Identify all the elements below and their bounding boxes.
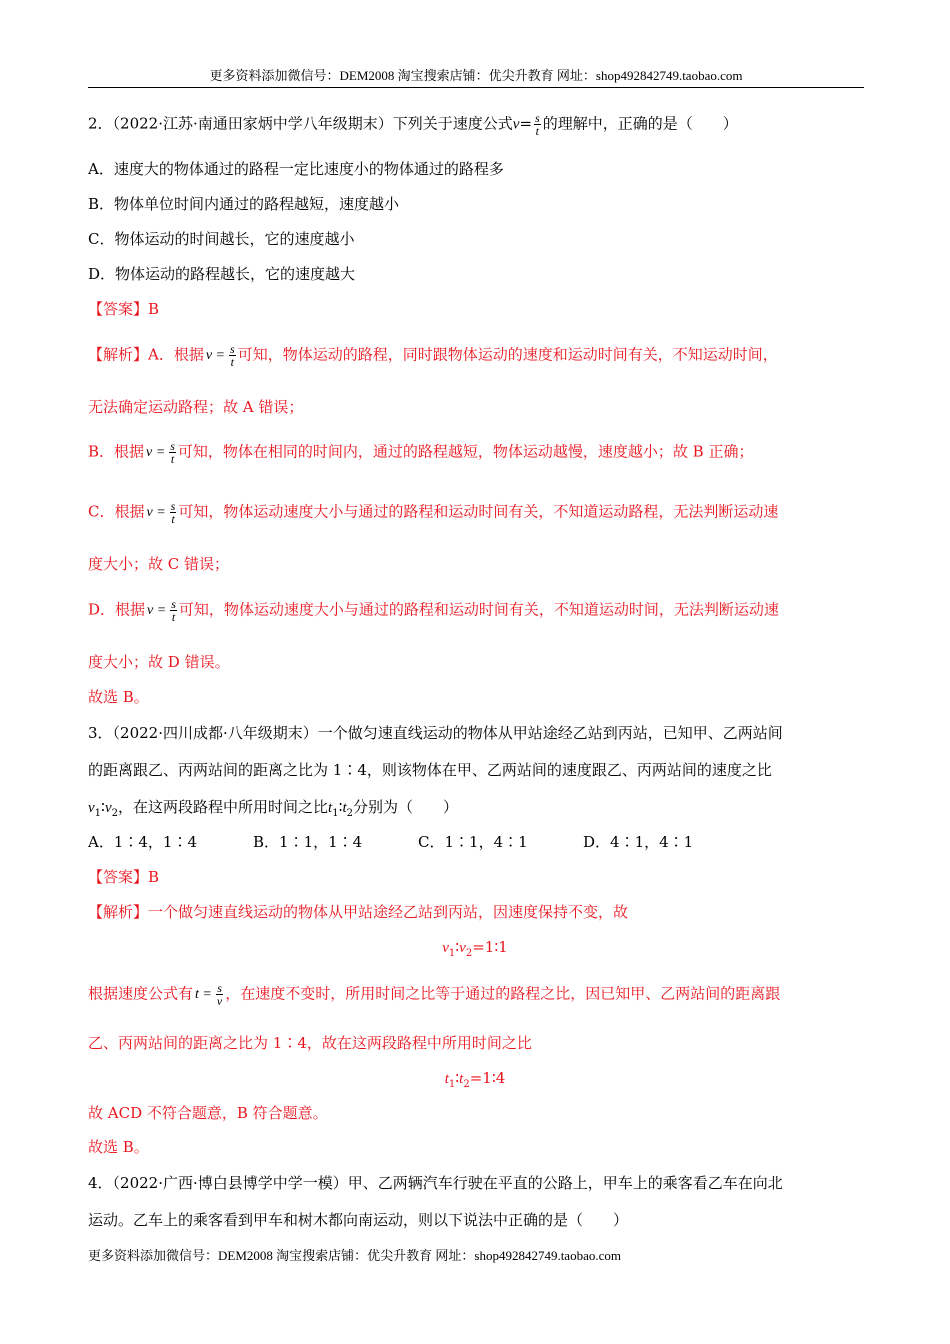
formula-fraction [170, 500, 177, 525]
fraction-denominator: v [216, 994, 223, 1008]
q3-conclusion: 故选 B。 [88, 1138, 149, 1156]
q3-stem-line1: 3．（2022·四川成都·八年级期末）一个做匀速直线运动的物体从甲站途经乙站到丙站，已知甲、乙两站间 [88, 724, 783, 742]
q4-stem-line2: 运动。乙车上的乘客看到甲车和树木都向南运动，则以下说法中正确的是（ ） [88, 1211, 629, 1229]
q2-conclusion: 故选 B。 [88, 688, 149, 706]
page-header: 更多资料添加微信号：DEM2008 淘宝搜索店铺：优尖升教育 网址：shop492842749.taobao.com [88, 66, 864, 88]
q3-explanation-1: 【解析】一个做匀速直线运动的物体从甲站途经乙站到丙站，因速度保持不变，故 [88, 903, 629, 921]
q3-explanation-4: 故 ACD 不符合题意，B 符合题意。 [88, 1104, 328, 1122]
colon: ∶ [101, 798, 105, 816]
q3-stem-line3 [88, 796, 458, 825]
fraction-denominator: t [535, 124, 540, 138]
page-footer: 更多资料添加微信号：DEM2008 淘宝搜索店铺：优尖升教育 网址：shop492842749.taobao.com [88, 1248, 621, 1263]
q2-stem-text-a: 2．（2022·江苏·南通田家炳中学八年级期末）下列关于速度公式 [88, 114, 513, 133]
q2-option-c: C．物体运动的时间越长，它的速度越小 [88, 230, 355, 248]
formula-v: v [512, 116, 520, 133]
expl-a-text: 可知，物体运动的路程，同时跟物体运动的速度和运动时间有关，不知运动时间， [237, 345, 778, 364]
fraction-denominator: t [170, 452, 175, 466]
formula-inline [206, 349, 225, 362]
q3-explanation-3: 乙、丙两站间的距离之比为 1∶4，故在这两段路程中所用时间之比 [88, 1034, 532, 1052]
q3-options [88, 831, 748, 853]
formula-v-eq: v = [146, 505, 166, 520]
q2-explanation-a [88, 343, 778, 368]
fraction-numerator: s [170, 499, 176, 513]
expl2-prefix: 根据速度公式有 [88, 984, 194, 1003]
formula-inline [146, 446, 165, 459]
fraction-numerator: s [217, 981, 222, 995]
expl2-text: ，在速度不变时，所用时间之比等于通过的路程之比，因已知甲、乙两站间的距离跟 [225, 984, 781, 1003]
q2-explanation-c [88, 500, 778, 525]
sub-1: 1 [448, 1079, 456, 1090]
q2-option-d: D．物体运动的路程越长，它的速度越大 [88, 265, 356, 283]
colon: ∶ [455, 938, 460, 956]
var-v2: v [459, 940, 466, 956]
var-t1: t [444, 1071, 449, 1087]
var-t2: t [342, 800, 347, 816]
q3-stem-line2: 的距离跟乙、丙两站间的距离之比为 1∶4，则该物体在甲、乙两站间的速度跟乙、丙两站间的速度之比 [88, 761, 772, 779]
sub-2: 2 [465, 948, 473, 959]
q3-equation-2 [0, 1067, 950, 1096]
q3-option-d: D．4∶1，4∶1 [583, 833, 694, 851]
sub-1: 1 [94, 808, 102, 819]
fraction-numerator: s [535, 111, 540, 125]
colon: ∶ [455, 1069, 460, 1087]
eq2-tail: =1∶4 [469, 1069, 506, 1087]
q4-stem-line1: 4．（2022·广西·博白县博学中学一模）甲、乙两辆汽车行驶在平直的公路上，甲车上的乘客看乙车在向北 [88, 1174, 783, 1192]
expl-b-text: 可知，物体在相同的时间内，通过的路程越短，物体运动越慢，速度越小；故 B 正确； [177, 442, 754, 461]
var-v1: v [88, 800, 95, 816]
expl-d-text: 可知，物体运动速度大小与通过的路程和运动时间有关，不知道运动时间，无法判断运动速 [178, 600, 779, 619]
formula-v-eq: v = [205, 348, 226, 363]
q2-stem-text-b: 的理解中，正确的是（ ） [542, 114, 738, 133]
var-v2: v [104, 800, 112, 816]
sub-2: 2 [111, 808, 118, 819]
fraction-denominator: t [171, 512, 175, 526]
formula-fraction [169, 440, 176, 465]
fraction-denominator: t [171, 610, 176, 624]
formula-v-eq: v = [147, 603, 167, 618]
expl-c-prefix: C．根据 [88, 502, 145, 521]
q2-option-a: A．速度大的物体通过的路程一定比速度小的物体通过的路程多 [88, 160, 504, 178]
fraction-numerator: s [230, 342, 235, 356]
sub-1: 1 [448, 948, 456, 959]
formula-fraction [170, 598, 177, 623]
q3-equation-1 [0, 936, 950, 965]
q2-stem [88, 112, 738, 137]
q2-explanation-c-cont: 度大小；故 C 错误； [88, 555, 230, 573]
q2-explanation-d [88, 598, 779, 623]
q3-answer: 【答案】B [88, 868, 160, 886]
q3-stem-end: 分别为（ ） [353, 798, 459, 816]
formula-fraction [216, 982, 223, 1007]
formula-v-eq: v = [146, 445, 166, 460]
expl-d-prefix: D．根据 [88, 600, 146, 619]
q2-explanation-a-cont: 无法确定运动路程；故 A 错误； [88, 398, 304, 416]
formula-fraction [229, 343, 236, 368]
q2-explanation-b [88, 440, 753, 465]
formula-inline [147, 604, 166, 617]
q3-explanation-2 [88, 982, 780, 1007]
q3-option-b: B．1∶1，1∶4 [253, 833, 363, 851]
q3-option-c: C．1∶1，4∶1 [418, 833, 528, 851]
expl-b-prefix: B．根据 [88, 442, 145, 461]
formula-eq: = [519, 114, 533, 133]
formula-inline [146, 506, 165, 519]
sub-2: 2 [463, 1079, 470, 1090]
q3-stem-mid: ，在这两段路程中所用时间之比 [118, 798, 329, 816]
fraction-numerator: s [170, 439, 175, 453]
colon: ∶ [338, 798, 343, 816]
fraction-numerator: s [171, 597, 176, 611]
expl-a-prefix: 【解析】A．根据 [88, 345, 204, 364]
formula-t-eq: t = [195, 987, 212, 1002]
formula-inline [195, 988, 212, 1001]
var-v1: v [442, 940, 449, 956]
fraction-denominator: t [230, 355, 235, 369]
sub-1: 1 [332, 808, 339, 819]
formula-fraction [534, 112, 541, 137]
expl-c-text: 可知，物体运动速度大小与通过的路程和运动时间有关，不知道运动路程，无法判断运动速 [178, 502, 779, 521]
q3-option-a: A．1∶4，1∶4 [88, 833, 198, 851]
sub-2: 2 [346, 808, 354, 819]
var-t1: t [328, 800, 333, 816]
eq1-tail: =1∶1 [472, 938, 508, 956]
q2-option-b: B．物体单位时间内通过的路程越短，速度越小 [88, 195, 400, 213]
q2-answer: 【答案】B [88, 300, 160, 318]
q2-explanation-d-cont: 度大小；故 D 错误。 [88, 653, 230, 671]
var-t2: t [459, 1071, 464, 1087]
